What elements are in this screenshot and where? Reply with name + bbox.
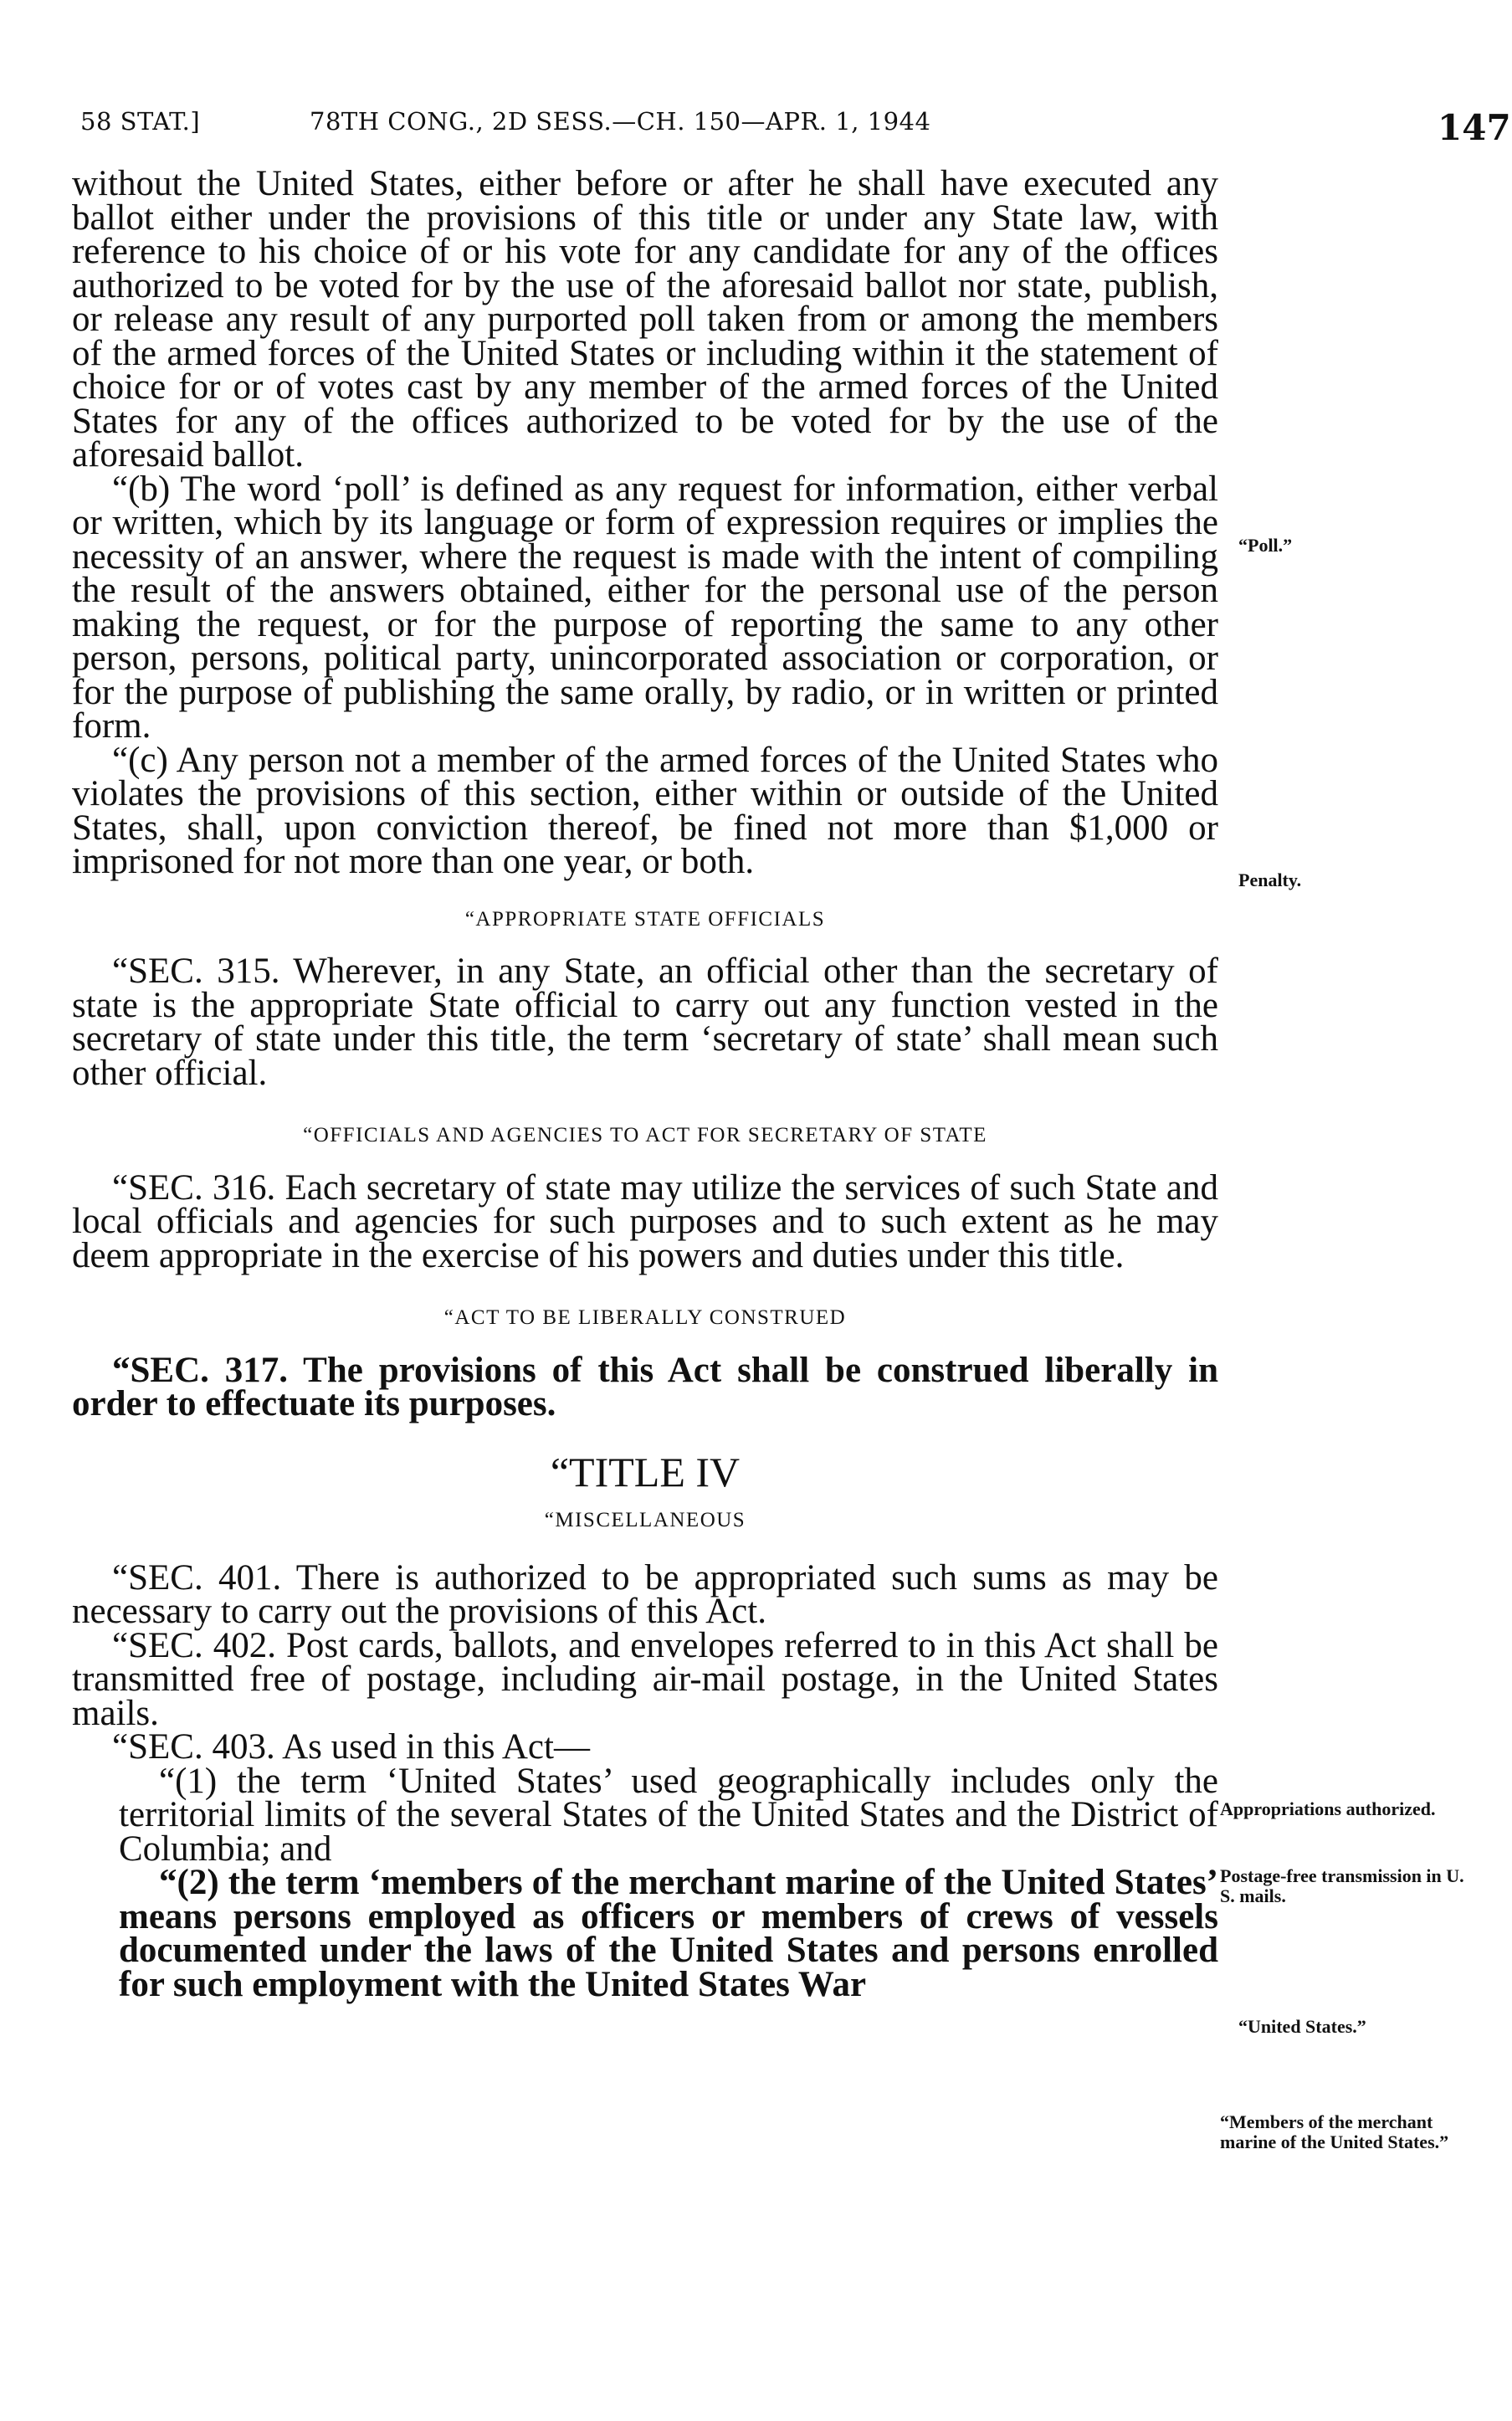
title-iv-heading: “TITLE IV [550,1448,741,1495]
section-403: “SEC. 403. As used in this Act— [112,1727,590,1767]
section-402: “SEC. 402. Post cards, ballots, and envelopes referred to in this Act shall be transmitted free of postage, including air-mail postage, in the United States mails. [72,1625,1218,1733]
statute-volume: 58 STAT.] [80,107,201,136]
margin-note-appropriations: Appropriations authorized. [1220,1798,1436,1819]
section-315: “SEC. 315. Wherever, in any State, an official other than the secretary of state is the appropriate State official to carry out any function vested in the secretary of state under this title, the term ‘secretary of state’ shall mean such other official. [72,951,1218,1093]
heading-miscellaneous: “MISCELLANEOUS [544,1509,746,1531]
heading-liberally-construed: “ACT TO BE LIBERALLY CONSTRUED [443,1306,847,1329]
margin-note-penalty: Penalty. [1238,869,1302,890]
margin-note-postage-free: Postage-free transmission in U. S. mails. [1220,1865,1464,1906]
definition-item-1: “(1) the term ‘United States’ used geographically includes only the territorial limits of the several States of the United States and the District of Columbia; and [119,1761,1218,1869]
paragraph-b-poll: “(b) The word ‘poll’ is defined as any request for information, either verbal or written, which by its language or form of expression requires or implies the necessity of an answer, where the request is made with the intent of compiling the result of the answers obtained, either for the personal use of the person making the request, or for the purpose of reporting the same to any other person, persons, political party, unincorporated association or corporation, or for the purpose of publishing the same orally, by radio, or in written or printed form. [72,469,1218,746]
section-316: “SEC. 316. Each secretary of state may utilize the services of such State and local officials and agencies for such purposes and to such extent as he may deem appropriate in the exercise of his powers and duties under this title. [72,1167,1218,1275]
paragraph-c-penalty: “(c) Any person not a member of the armed forces of the United States who violates the provisions of this section, either within or outside of the United States, shall, upon conviction thereof, be fined not more than $1,000 or imprisoned for not more than one year, or both. [72,740,1218,881]
margin-note-poll: “Poll.” [1238,535,1293,556]
heading-appropriate-state-officials: “APPROPRIATE STATE OFFICIALS [464,907,826,931]
section-401: “SEC. 401. There is authorized to be appropriated such sums as may be necessary to carry out the provisions of this Act. [72,1557,1218,1631]
body-text [72,164,1218,2004]
section-317: “SEC. 317. The provisions of this Act shall be construed liberally in order to effectuate its purposes. [72,1350,1218,1423]
margin-note-united-states: “United States.” [1238,2016,1366,2037]
heading-officials-and-agencies: “OFFICIALS AND AGENCIES TO ACT FOR SECRETARY OF STATE [303,1124,987,1146]
paragraph-continuation: without the United States, either before or after he shall have executed any ballot either under the provisions of this title or under any State law, with reference to his choice of or his vote for any candidate for any of the offices authorized to be voted for by the use of the aforesaid ballot nor state, publish, or release any result of any purported poll taken from or among the members of the armed forces of the United States or including within it the statement of choice for or of votes cast by any member of the armed forces of the United States for any of the offices authorized to be voted for by the use of the aforesaid ballot. [72,164,1218,474]
definition-item-2: “(2) the term ‘members of the merchant marine of the United States’ means persons employed as officers or members of crews of vessels documented under the laws of the United States and persons enrolled for such employment with the United States War [119,1863,1218,2004]
page-number: 147 [1438,107,1511,148]
page-header [0,107,1512,157]
margin-note-merchant-marine: “Members of the merchant marine of the United States.” [1220,2111,1449,2152]
running-head: 78TH CONG., 2D SESS.—CH. 150—APR. 1, 1944 [310,107,931,136]
